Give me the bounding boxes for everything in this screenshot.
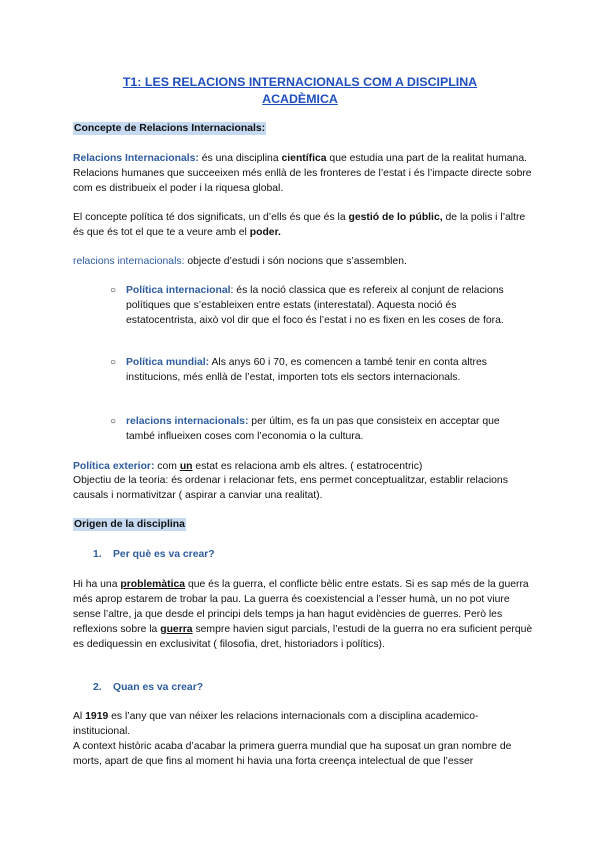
section-heading-origen: Origen de la disciplina <box>74 519 185 530</box>
paragraph-1919: Al 1919 es l’any que van néixer les relacions internacionals com a disciplina academico-institucional. <box>73 711 479 737</box>
paragraph-problematica: Hi ha una problemàtica que és la guerra, el conflicte bèlic entre estats. Si es sap més de la guerra més aprop estarem de trobar la pau. La guerra és coexistencial a l’esser humà, un no pot viure sense l’altre, ja que desde el principi dels temps ja han hagut evidències de guerres. Però les reflexions sobre la guerra sempre havien sigut parcials, l’estudi de la guerra no era suficient perquè es dediquessin en exclusivitat ( filosofia, dret, historiadors i polítics). <box>73 579 533 650</box>
paragraph-context-historic: A context històric acaba d’acabar la primera guerra mundial que ha suposat un gran nombre de morts, apart de que fins al moment hi havia una forta creença intelectual de que l’esser <box>73 741 512 767</box>
paragraph-objectiu-teoria: Objectiu de la teoria: és ordenar i relacionar fets, ens permet conceptualitzar, establir relacions causals i normativitzar ( aspirar a canviar una realitat). <box>73 475 508 501</box>
paragraph-politica: El concepte política té dos significats, un d’ells és que és la gestió de lo públic, de la polis i l’altre és que és tot el que te a veure amb el poder. <box>73 212 526 238</box>
bullet-item: ○ relacions internacionals: per últim, es fa un pas que consisteix en acceptar que també influeixen coses com l’economia o la cultura. <box>110 416 500 442</box>
section-heading-concepte: Concepte de Relacions Internacionals: <box>74 123 266 134</box>
paragraph-objecte: relacions internacionals: objecte d’estudi i són nocions que s’assemblen. <box>73 256 407 267</box>
paragraph-politica-exterior: Política exterior: com un estat es relaciona amb els altres. ( estatrocentric) <box>73 461 423 472</box>
bullet-item: ○ Política mundial: Als anys 60 i 70, es comencen a també tenir en conta altres institucions, més enllà de l’estat, importen tots els sectors internacionals. <box>110 357 487 383</box>
document-title <box>90 74 510 108</box>
paragraph-definition: Relacions Internacionals: és una disciplina científica que estudia una part de la realitat humana. Relacions humanes que succeeixen més enllà de les fronteres de l’estat i és l’impacte directe sobre com es distribueix el poder i la riquesa global. <box>73 153 532 194</box>
bullet-item: ○ Política internacional: és la noció classica que es refereix al conjunt de relacions polítiques que s’estableixen entre estats (interestatal). Aquesta noció és estatocentrista, això vol dir que el foco és l’estat i no es fixen en les coses de fora. <box>110 285 504 326</box>
bullet-circle-icon: ○ <box>110 285 117 296</box>
title-line-2: ACADÈMICA <box>262 92 338 106</box>
title-line-1: T1: LES RELACIONS INTERNACIONALS COM A DISCIPLINA <box>122 75 478 89</box>
bullet-circle-icon: ○ <box>110 357 117 368</box>
question-heading-2: 2. Quan es va crear? <box>93 682 204 693</box>
question-heading-1: 1. Per què es va crear? <box>93 549 215 560</box>
bullet-circle-icon: ○ <box>110 416 117 427</box>
